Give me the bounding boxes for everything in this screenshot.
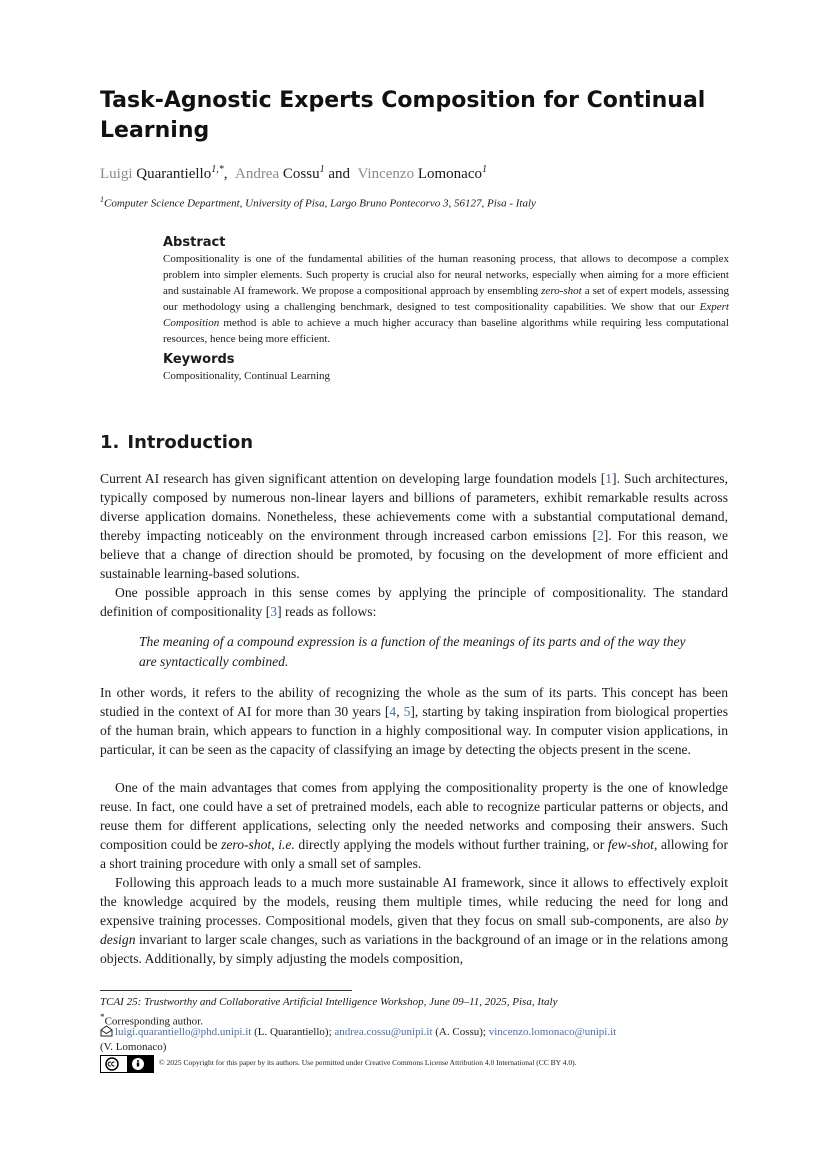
paragraph-2: One possible approach in this sense comes by applying the principle of compositionality. The standard definition of compositionality [3] reads as follows: (100, 585, 728, 619)
email-footnote: luigi.quarantiello@phd.unipi.it (L. Quarantiello); andrea.cossu@unipi.it (A. Cossu); vincenzo.lomonaco@unipi.it (100, 1025, 730, 1042)
license-text: © 2025 Copyright for this paper by its authors. Use permitted under Creative Commons License Attribution 4.0 International (CC BY 4.0). (159, 1058, 577, 1067)
keywords-text: Compositionality, Continual Learning (163, 370, 331, 382)
email-link[interactable]: andrea.cossu@unipi.it (334, 1026, 433, 1038)
definition-quote: The meaning of a compound expression is a function of the meanings of its parts and of the way they are syntactically combined. (139, 634, 686, 669)
paragraph-3: In other words, it refers to the ability of recognizing the whole as the sum of its parts. This concept has been studied in the context of AI for more than 30 years [4, 5], starting by taking inspiration from biological properties of the human brain, which appears to function in a highly compositional way. In computer vision applications, in particular, it can be seen as the capacity of classifying an image by detecting the objects present in the scene. (100, 685, 728, 757)
author-1: Luigi Quarantiello$^{1,*}$ (100, 164, 224, 182)
paragraph-4: One of the main advantages that comes from applying the compositionality property is the one of knowledge reuse. In fact, one could have a set of pretrained models, each able to recognize particular patterns or objects, and reuse them for different applications, selecting only the needed networks and composing their answers. Such composition could be zero-shot, i.e. directly applying the models without further training, or few-shot, allowing for a short training procedure with only a small set of samples. (100, 780, 728, 871)
author-2: Andrea Cossu$^1$ (234, 164, 325, 182)
paragraph-5: Following this approach leads to a much more sustainable AI framework, since it allows to effectively exploit the knowledge acquired by the models, reusing them multiple times, while reducing the need for long and expensive training processes. Compositional models, given that they focus on small sub-components, are also by design invariant to larger scale changes, such as variations in the background of an image or in the relations among objects. Additionally, by simply adjusting the models composition, (100, 875, 728, 966)
paper-title: Task-Agnostic Experts Composition for Continual Learning (100, 88, 706, 143)
keywords-heading: Keywords (163, 352, 235, 367)
abstract-text: Compositionality is one of the fundamental abilities of the human reasoning process, that allows to decompose a complex problem into simpler elements. Such property is crucial also for neural networks, especially when aiming for a more efficient and sustainable AI framework. We propose a compositional approach by ensembling zero-shot a set of expert models, assessing our methodology using a challenging benchmark, designed to test compositionality capabilities. We show that our Expert Composition method is able to achieve a much higher accuracy than baseline algorithms while requiring less computational resources, hence being more efficient. (163, 253, 729, 345)
author-separator: , (223, 166, 228, 182)
citation-link[interactable]: 5 (403, 704, 411, 719)
corresponding-footnote: *Corresponding author. (100, 1012, 203, 1028)
citation-link[interactable]: 1 (605, 471, 613, 486)
author-conjunction: and (328, 166, 350, 182)
citation-link[interactable]: 3 (270, 604, 278, 619)
citation-link[interactable]: 2 (596, 528, 604, 543)
license-line (100, 1055, 740, 1073)
citation-link[interactable]: 4 (389, 704, 397, 719)
affiliation: $^1$Computer Science Department, University of Pisa, Largo Bruno Pontecorvo 3, 56127, Pisa - Italy (100, 195, 536, 210)
section-heading: 1. Introduction (100, 432, 254, 453)
email-link[interactable]: luigi.quarantiello@phd.unipi.it (115, 1026, 252, 1038)
author-3: Vincenzo Lomonaco$^1$ (357, 164, 487, 182)
footnote-divider (100, 990, 352, 991)
email-footnote-continued: (V. Lomonaco) (100, 1041, 167, 1053)
author-list (100, 160, 487, 184)
email-link[interactable]: vincenzo.lomonaco@unipi.it (488, 1026, 617, 1038)
abstract-heading: Abstract (163, 235, 226, 250)
cc-by-badge-icon (100, 1055, 154, 1073)
paragraph-1: Current AI research has given significant attention on developing large foundation models [1]. Such architectures, typically composed by numerous non-linear layers and billions of parameters, exhibit remarkable results across diverse application domains. Nonetheless, these achievements come with a substantial computational demand, thereby impacting noticeably on the environment through increased carbon emissions [2]. For this reason, we believe that a change of direction should be promoted, by focusing on the development of more efficient and sustainable learning-based solutions. (100, 471, 728, 581)
venue-footnote: TCAI 25: Trustworthy and Collaborative Artificial Intelligence Workshop, June 09–11, 2025, Pisa, Italy (100, 996, 558, 1008)
